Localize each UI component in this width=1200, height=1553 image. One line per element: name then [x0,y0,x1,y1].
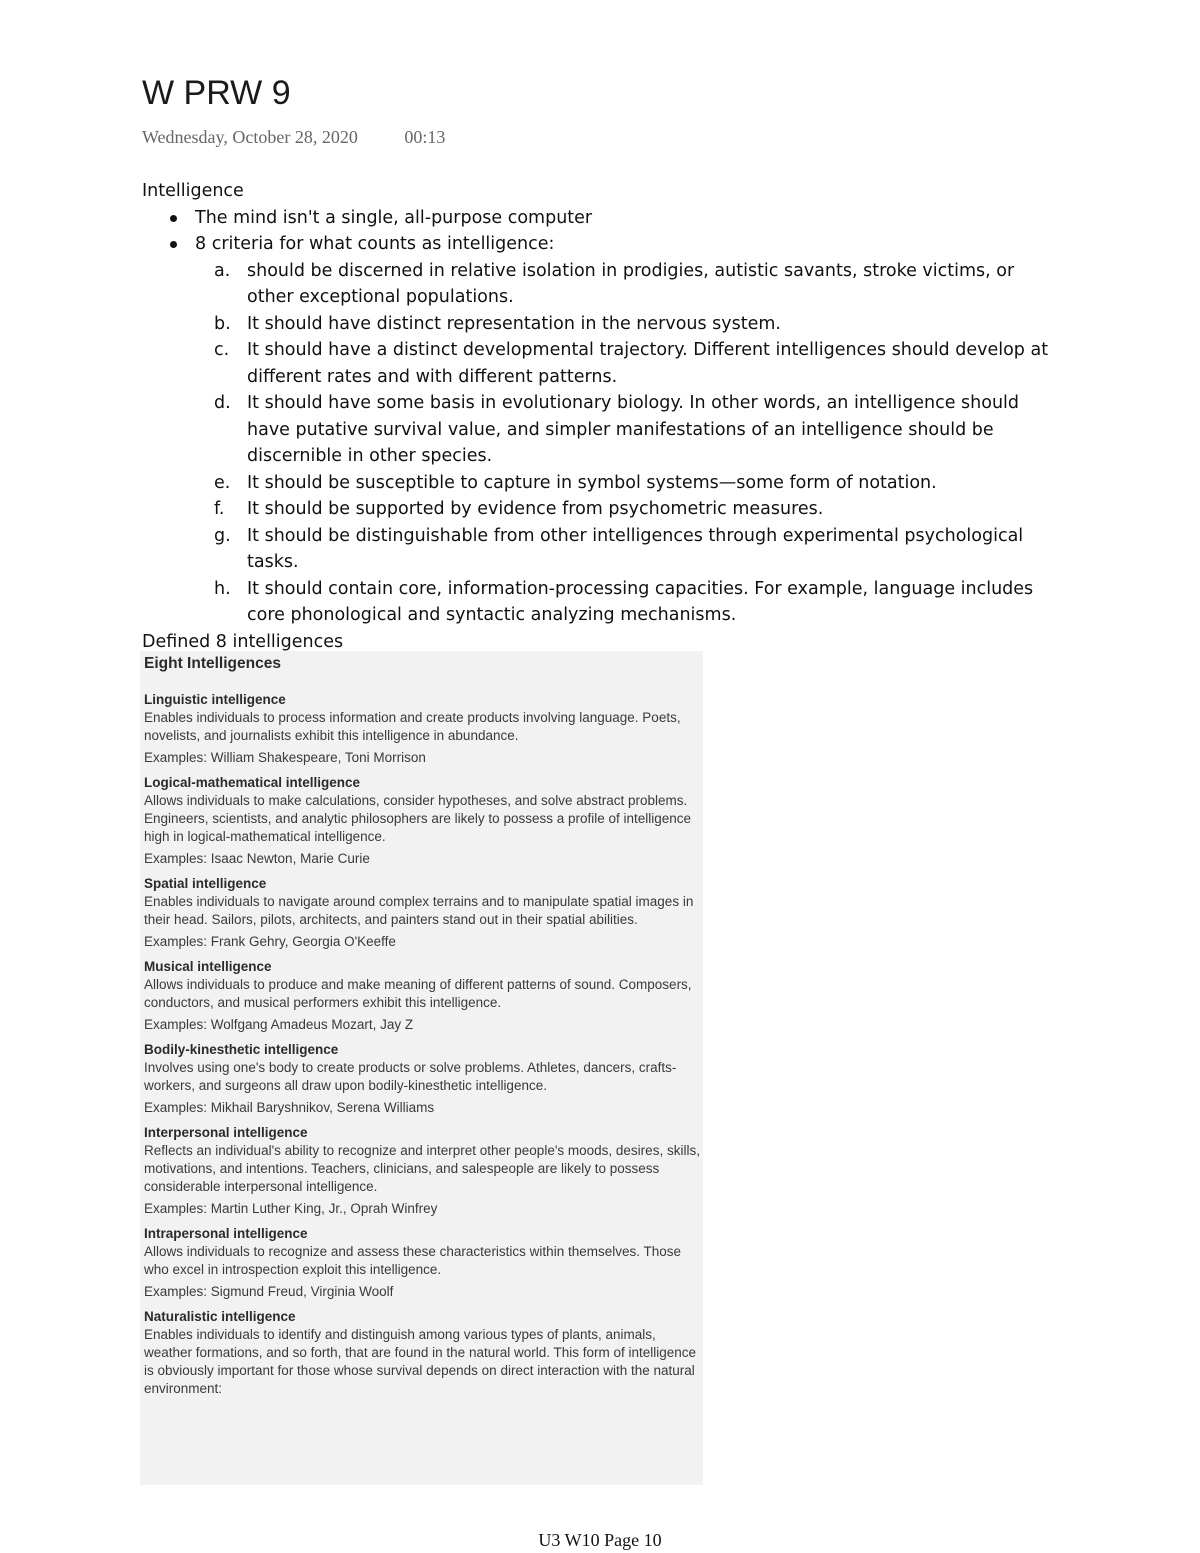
criteria-text: It should be supported by evidence from psychometric measures. [247,499,824,519]
criteria-list [195,258,1062,629]
criteria-marker: b. [214,313,231,334]
intelligence-entry [144,1308,700,1398]
intelligence-entry [144,691,700,767]
intelligence-name: Intrapersonal intelligence [144,1226,308,1241]
intelligence-examples: Examples: Martin Luther King, Jr., Oprah Winfrey [144,1201,438,1216]
intelligence-examples: Examples: Wolfgang Amadeus Mozart, Jay Z [144,1017,414,1032]
page-time: 00:13 [404,127,446,147]
intelligence-list [144,691,700,1405]
intelligence-desc: Reflects an individual's ability to recognize and interpret other people's moods, desires, skills, motivations, and intentions. Teachers, clinicians, and salespeople are likely to possess considerable interpersonal intelligence. [144,1143,700,1194]
intelligence-examples: Examples: William Shakespeare, Toni Morrison [144,750,426,765]
criteria-text: It should be susceptible to capture in symbol systems—some form of notation. [247,472,937,493]
intelligence-desc: Allows individuals to make calculations, consider hypotheses, and solve abstract problems. Engineers, scientists, and analytic philosophers are likely to possess a profile of intelligence high in logical-mathematical intelligence. [144,793,692,844]
criteria-marker: h. [214,578,231,599]
page-meta [142,127,445,148]
criteria-text: It should have a distinct developmental trajectory. Different intelligences should develop at different rates and with different patterns. [247,340,1049,387]
criteria-marker: e. [214,472,231,493]
intelligence-examples: Examples: Mikhail Baryshnikov, Serena Williams [144,1100,435,1115]
intelligence-entry [144,958,700,1034]
criteria-text: should be discerned in relative isolation in prodigies, autistic savants, stroke victims, or other exceptional populations. [247,260,1015,307]
criteria-item [195,258,1062,311]
criteria-item [195,576,1062,629]
intelligence-desc: Allows individuals to recognize and assess these characteristics within themselves. Those who excel in introspection exploit this intelligence. [144,1244,682,1277]
criteria-marker: f. [214,499,225,519]
page-date: Wednesday, October 28, 2020 [142,127,358,147]
bullet-text: 8 criteria for what counts as intelligence: [195,234,555,254]
bullet-list [142,205,1062,629]
criteria-text: It should have some basis in evolutionary biology. In other words, an intelligence should have putative survival value, and simpler manifestations of an intelligence should be discernible in other species. [247,393,1020,466]
criteria-item [195,523,1062,576]
criteria-item [195,337,1062,390]
intelligence-entry [144,875,700,951]
criteria-container [142,258,1062,629]
intelligence-name: Logical-mathematical intelligence [144,775,361,790]
page-title: W PRW 9 [142,74,291,112]
intelligence-name: Interpersonal intelligence [144,1125,308,1140]
criteria-text: It should contain core, information-processing capacities. For example, language includes core phonological and syntactic analyzing mechanisms. [247,578,1034,625]
intelligence-examples: Examples: Sigmund Freud, Virginia Woolf [144,1284,394,1299]
bullet-item: The mind isn't a single, all-purpose computer [142,205,1062,232]
embedded-image [140,651,703,1485]
intelligence-desc: Enables individuals to process information and create products involving language. Poets, novelists, and journalists exhibit this intelligence in abundance. [144,710,681,743]
criteria-marker: g. [214,525,231,546]
criteria-marker: a. [214,260,231,281]
criteria-item [195,311,1062,338]
intelligence-name: Spatial intelligence [144,876,267,891]
page-footer: U3 W10 Page 10 [538,1530,662,1550]
intelligence-examples: Examples: Isaac Newton, Marie Curie [144,851,370,866]
intelligence-desc: Enables individuals to navigate around complex terrains and to manipulate spatial images in their head. Sailors, pilots, architects, and painters stand out in their spatial abilities. [144,894,694,927]
criteria-marker: d. [214,393,231,413]
criteria-marker: c. [214,340,230,360]
intelligence-desc: Involves using one's body to create products or solve problems. Athletes, dancers, crafts-workers, and surgeons all draw upon bodily-kinesthetic intelligence. [144,1060,677,1093]
notes-heading: Intelligence [142,181,244,201]
criteria-item [195,496,1062,523]
intelligence-name: Linguistic intelligence [144,692,286,707]
bullet-item [142,231,1062,258]
criteria-item [195,390,1062,470]
intelligence-entry [144,1225,700,1301]
intelligence-desc: Enables individuals to identify and distinguish among various types of plants, animals, weather formations, and so forth, that are found in the natural world. This form of intelligence is obviously important for those whose survival depends on direct interaction with the natural environment: [144,1327,697,1396]
image-heading: Eight Intelligences [144,655,281,672]
intelligence-entry [144,1124,700,1218]
intelligence-name: Naturalistic intelligence [144,1309,296,1324]
intelligence-name: Musical intelligence [144,959,272,974]
notes-body [142,178,1062,655]
intelligence-desc: Allows individuals to produce and make meaning of different patterns of sound. Composers, conductors, and musical performers exhibit this intelligence. [144,977,692,1010]
intelligence-examples: Examples: Frank Gehry, Georgia O'Keeffe [144,934,396,949]
intelligence-entry [144,1041,700,1117]
defined-text: Defined 8 intelligences [142,631,344,652]
criteria-text: It should be distinguishable from other intelligences through experimental psychological tasks. [247,525,1024,572]
criteria-text: It should have distinct representation in the nervous system. [247,313,781,334]
intelligence-name: Bodily-kinesthetic intelligence [144,1042,339,1057]
criteria-item [195,470,1062,497]
intelligence-entry [144,774,700,868]
